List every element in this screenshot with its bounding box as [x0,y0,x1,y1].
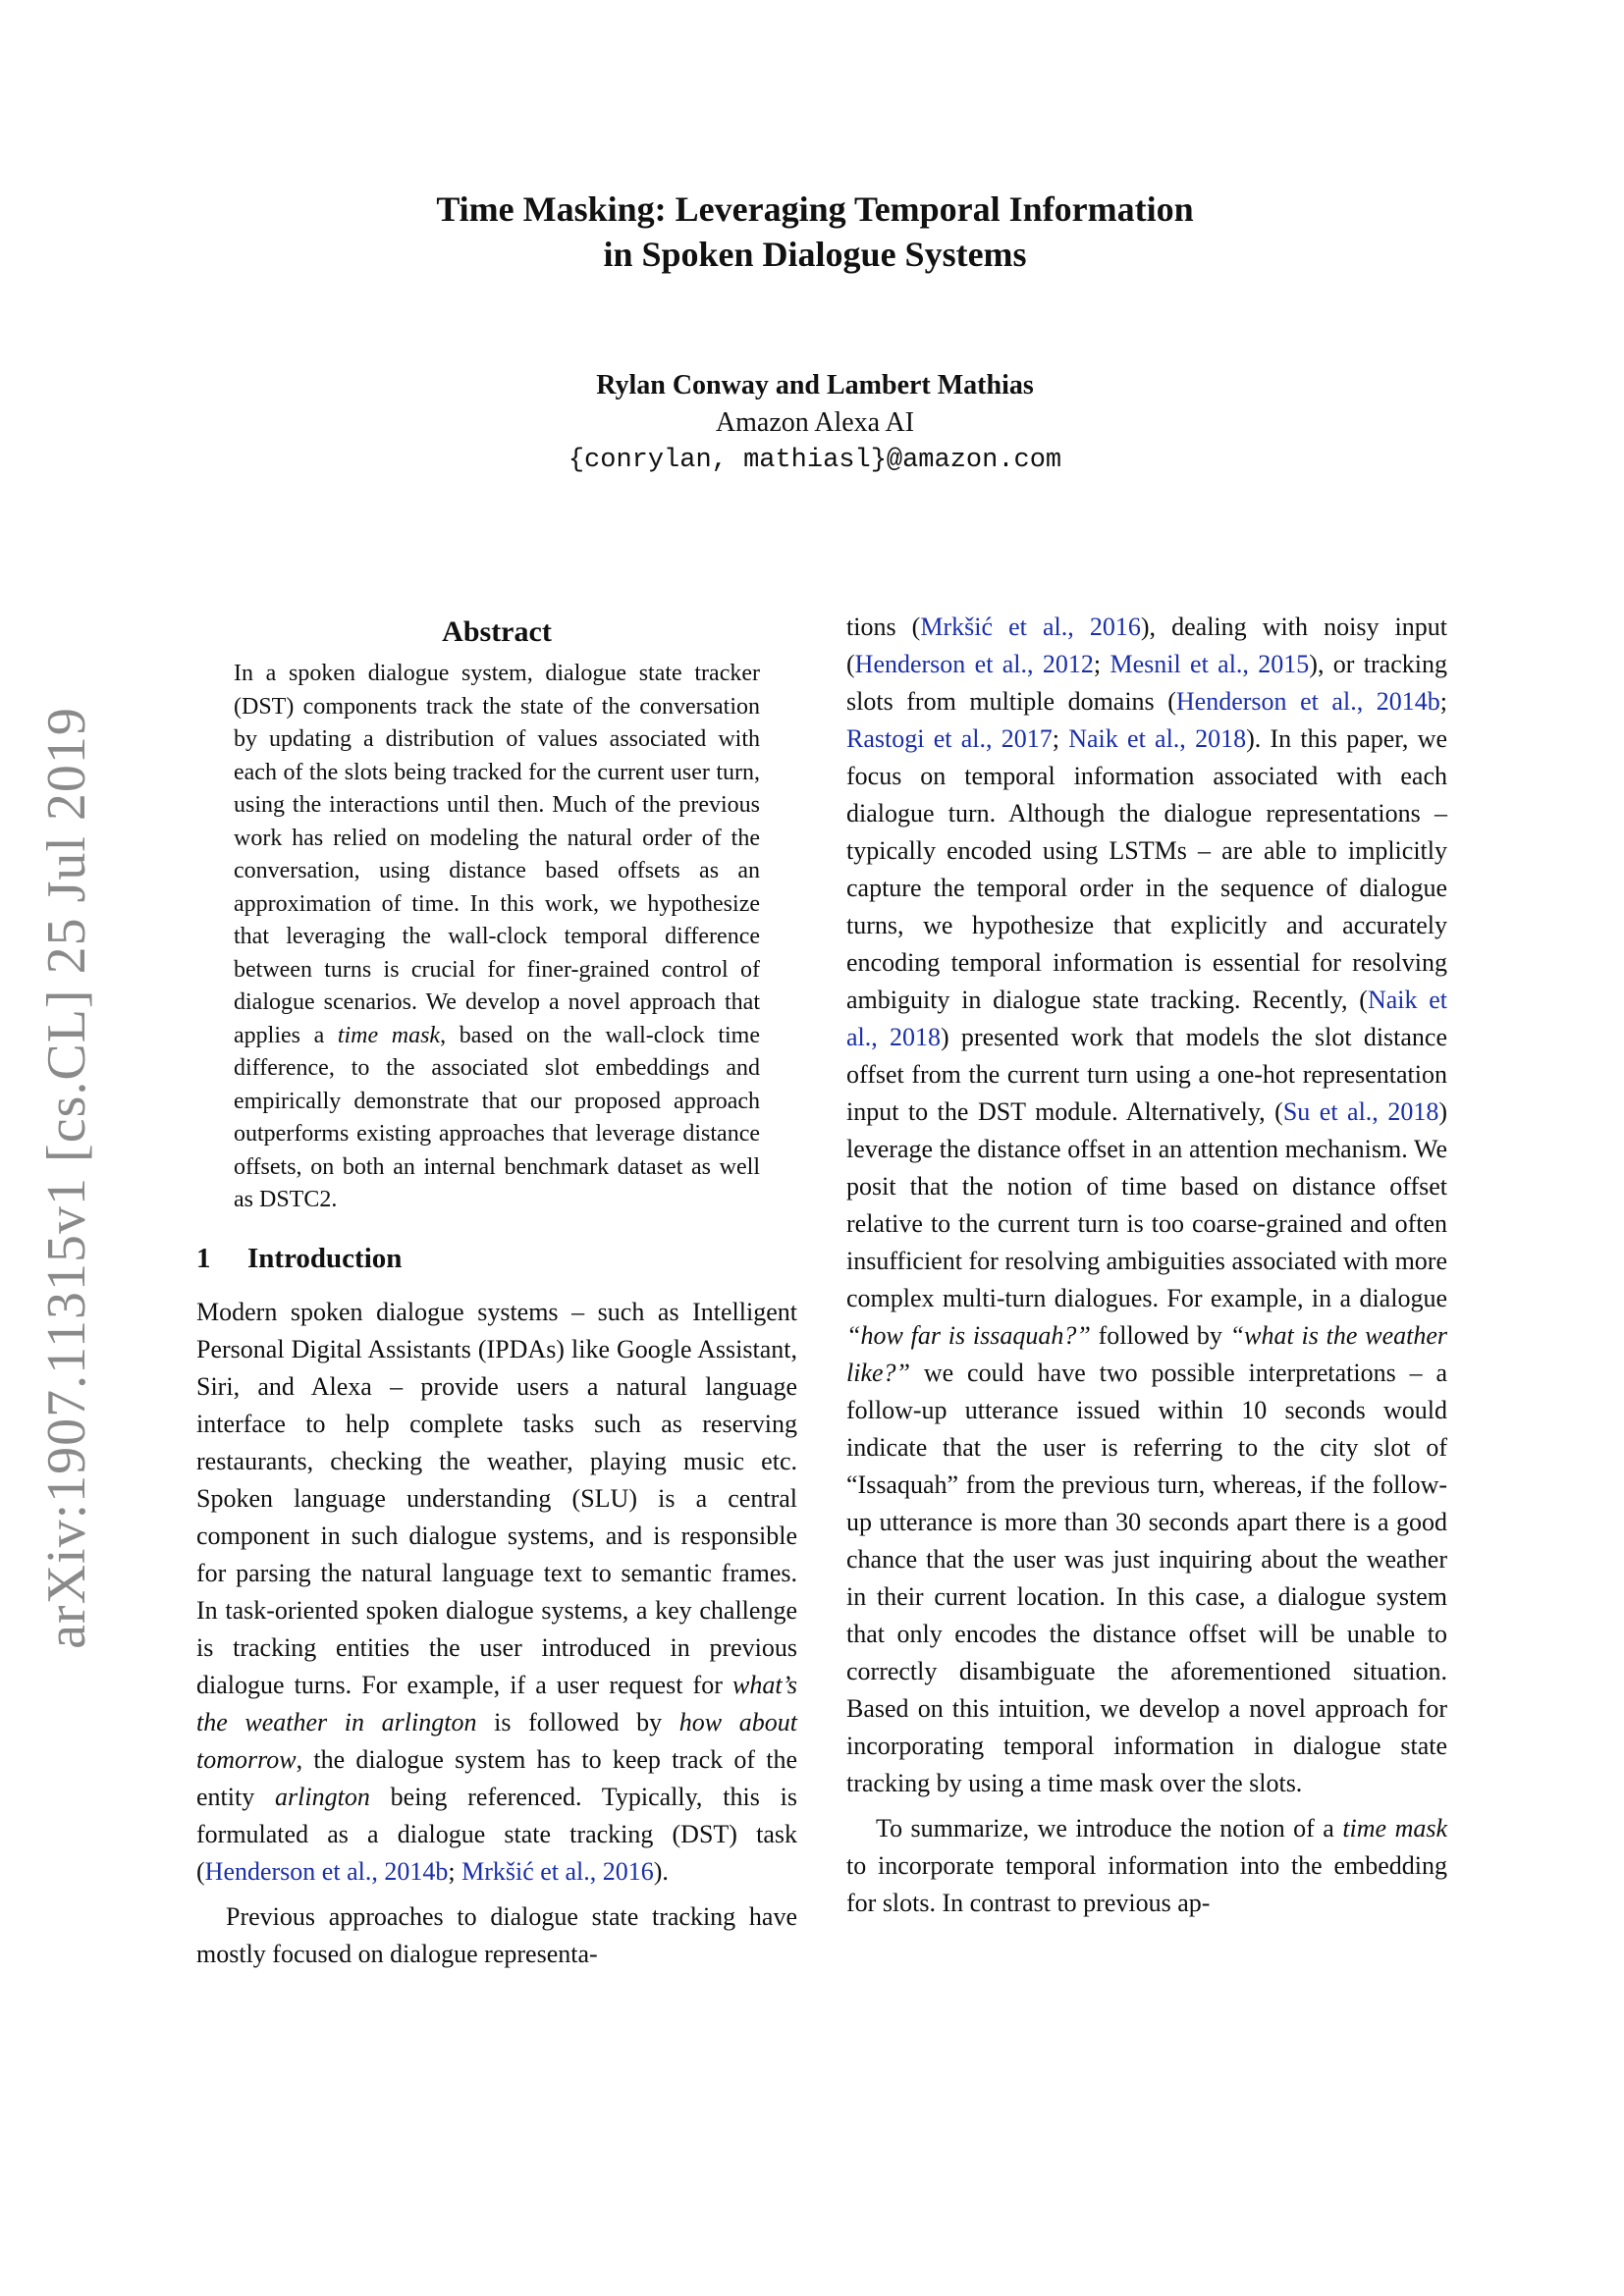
citation-link[interactable]: Naik et al., 2018 [1068,724,1247,753]
citation-link[interactable]: Mrkšić et al., 2016 [461,1856,654,1886]
example-utterance: what’s the weather in arlington [196,1670,797,1736]
right-column [846,609,1447,1922]
title-line-1: Time Masking: Leveraging Temporal Information [436,189,1194,229]
intro-paragraph-3 [846,1810,1447,1922]
intro-paragraph-2-continued: tions (Mrkšić et al., 2016), dealing with noisy input (Henderson et al., 2012; Mesnil et al., 2015), or tracking slots from multiple domains (Henderson et al., 2014b; Rastogi et al., 2017; Naik et al., 2018). In this paper, we focus on temporal information associated with each dialogue turn. Although the dialogue representations – typically encoded using LSTMs – are able to implicitly capture the temporal order in the sequence of dialogue turns, we hypothesize that explicitly and accurately encoding temporal information is essential for resolving ambiguity in dialogue state tracking. Recently, (Naik et al., 2018) presented work that models the slot distance offset from the current turn using a one-hot representation input to the DST module. Alternatively, (Su et al., 2018) leverage the distance offset in an attention mechanism. We posit that the notion of time based on distance offset relative to the current turn is too coarse-grained and often insufficient for resolving ambiguities associated with more complex multi-turn dialogues. For example, in a dialogue “how far is issaquah?” followed by “what is the weather like?” we could have two possible interpretations – a follow-up utterance issued within 10 seconds would indicate that the user is referring to the city slot of “Issaquah” from the previous turn, whereas, if the follow-up utterance is more than 30 seconds apart there is a good chance that the user was just inquiring about the weather in their current location. In this case, a dialogue system that only encodes the distance offset will be unable to correctly disambiguate the aforementioned situation. Based on this intuition, we develop a novel approach for incorporating temporal information in dialogue state tracking by using a time mask over the slots. [846,613,1448,1797]
abstract-heading: Abstract [442,615,552,648]
paragraph-text: ). In this paper, we focus on temporal information associated with each dialogue turn. Although the dialogue representations – typically encoded using LSTMs – are able to implicitly capture the temporal order in the sequence of dialogue turns, we hypothesize that explicitly and accurately encoding temporal information is essential for resolving ambiguity in dialogue state tracking. Recently, ( [846,724,1447,1014]
citation-link[interactable]: Su et al., 2018 [1282,1097,1439,1126]
paragraph-text: ). [653,1856,669,1886]
arxiv-identifier: arXiv:1907.11315v1 [cs.CL] 25 Jul 2019 [36,707,97,1649]
abstract-text-part: In a spoken dialogue system, dialogue state tracker (DST) components track the state of the conversation by updating a distribution of values associated with each of the slots being tracked for the current user turn, using the interactions until then. Much of the previous work has relied on modeling the natural order of the conversation, using distance based offsets as an approximation of time. In this work, we hypothesize that leveraging the wall-clock temporal difference between turns is crucial for finer-grained control of dialogue scenarios. We develop a novel approach that applies a [234,661,760,1048]
left-column [196,609,797,1973]
arxiv-stamp [0,0,118,2296]
paragraph-text: ; [1052,724,1069,753]
paragraph-text: ) leverage the distance offset in an attention mechanism. We posit that the notion of time based on distance offset relative to the current turn is too coarse-grained and often insufficient for resolving ambiguities associated with more complex multi-turn dialogues. For example, in a dialogue [846,1097,1447,1312]
citation-link[interactable]: Naik et al., 2018 [846,986,1447,1051]
intro-paragraph-1 [196,1294,797,1891]
paragraph-text: ), dealing with noisy input ( [846,613,1447,678]
paper-header [196,187,1434,479]
paragraph-text: ; [1439,687,1447,716]
paragraph-text: , the dialogue system has to keep track of the entity [196,1744,797,1811]
paragraph-text: to incorporate temporal information into the embedding for slots. In contrast to previous ap- [846,1851,1447,1917]
citation-link[interactable]: Mesnil et al., 2015 [1110,650,1310,678]
paragraph-text: ; [1093,650,1110,678]
citation-link[interactable]: Henderson et al., 2014b [1175,687,1440,716]
key-term: time mask [1342,1814,1447,1842]
example-utterance: how about tomorrow [196,1707,798,1774]
paragraph-text: we could have two possible interpretations – a follow-up utterance issued within 10 seconds would indicate that the user is referring to the city slot of “Issaquah” from the previous turn, whereas, if the follow-up utterance is more than 30 seconds apart there is a good chance that the user was just inquiring about the weather in their current location. In this case, a dialogue system that only encodes the distance offset will be unable to correctly disambiguate the aforementioned situation. Based on this intuition, we develop a novel approach for incorporating temporal information in dialogue state tracking by using a time mask over the slots. [846,1359,1447,1797]
title-line-2: in Spoken Dialogue Systems [603,235,1027,274]
citation-link[interactable]: Mrkšić et al., 2016 [920,613,1141,641]
section-number: 1 [196,1242,211,1274]
paper-title [196,187,1434,277]
citation-link[interactable]: Rastogi et al., 2017 [846,724,1053,753]
section-heading-introduction [196,1239,797,1278]
section-title: Introduction [247,1242,403,1274]
paragraph-text: ) presented work that models the slot distance offset from the current turn using a one-hot representation input to the DST module. Alternatively, ( [846,1023,1448,1126]
abstract-text-part: , based on the wall-clock time difference, to the associated slot embeddings and empirically demonstrate that our proposed approach outperforms existing approaches that leverage distance offsets, on both an internal benchmark dataset as well as DSTC2. [234,1022,760,1212]
paragraph-text: To summarize, we introduce the notion of a [876,1814,1343,1842]
citation-link[interactable]: Henderson et al., 2014b [204,1856,449,1886]
paragraph-text: followed by [1090,1321,1230,1350]
example-utterance: “what is the weather like?” [846,1321,1447,1387]
author-names: Rylan Conway and Lambert Mathias [596,370,1034,400]
author-email: {conrylan, mathiasl}@amazon.com [568,446,1062,475]
example-entity: arlington [275,1782,370,1811]
paragraph-text: Previous approaches to dialogue state tracking have mostly focused on dialogue representa- [196,1901,797,1968]
paragraph-text: ; [448,1856,462,1886]
abstract-emphasis: time mask [337,1022,441,1048]
paragraph-text: Modern spoken dialogue systems – such as Intelligent Personal Digital Assistants (IPDAs) like Google Assistant, Siri, and Alexa – provide users a natural language interface to help complete tasks such as reserving restaurants, checking the weather, playing music etc. Spoken language understanding (SLU) is a central component in such dialogue systems, and is responsible for parsing the natural language text to semantic frames. In task-oriented spoken dialogue systems, a key challenge is tracking entities the user introduced in previous dialogue turns. For example, if a user request for [196,1297,797,1699]
paragraph-text: being referenced. Typically, this is formulated as a dialogue state tracking (DST) task ( [196,1782,797,1886]
author-affiliation: Amazon Alexa AI [715,407,915,438]
example-utterance: “how far is issaquah?” [846,1321,1091,1350]
paragraph-text: ), or tracking slots from multiple domains ( [846,650,1447,716]
abstract-text [234,658,760,1217]
citation-link[interactable]: Henderson et al., 2012 [854,650,1094,678]
intro-paragraph-2 [196,1898,797,1973]
author-block [196,367,1434,479]
paragraph-text: is followed by [476,1707,679,1736]
